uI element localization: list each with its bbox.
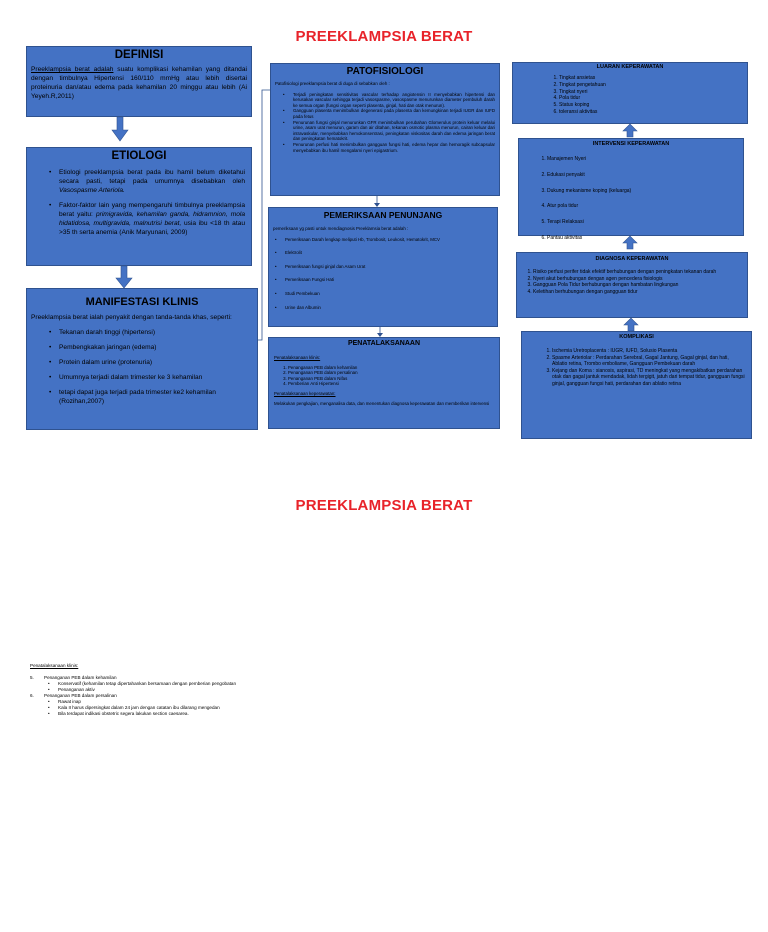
manifestasi-item: • Tekanan darah tinggi (hipertensi) [59, 328, 253, 337]
etiologi-item: • Faktor-faktor lain yang mempengaruhi timbulnya preeklampsia berat yaitu: primigravida, kehamilan ganda, hidramnion, mola hidatidosa, multigravida, malnutrisi berat, usia ibu <18 th atau >35 th serta anemia (Anik Maryunani, 2009) [59, 201, 245, 237]
definisi-box [26, 46, 252, 117]
diagnosa-item: 4. Keletihan berhubungan dengan gangguan tidur [533, 289, 743, 296]
penatalaksanaan-kep-text: Melakukan pengkajian, menganalisa data, dan menentukan diagnosa keperawatan dan memberikan intervensi [274, 400, 490, 406]
patofisiologi-item: • Gangguan plasenta menimbulkan degenerasi pada plasenta dan kemungkinan terjadi IUGR dan IUFD pada fetus [293, 108, 495, 119]
pemeriksaan-item: • Pemeriksaan fungsi ginjal dan Asam Urat [285, 264, 493, 270]
manifestasi-intro: Preeklampsia berat ialah penyakit dengan tanda-tanda khas, seperti: [31, 314, 232, 321]
penatalaksanaan-box [268, 337, 500, 429]
luaran-item: 6. toleransi aktivitas [559, 109, 743, 116]
pemeriksaan-item: • Pemeriksaan Fungsi Hati [285, 277, 493, 283]
diagnosa-heading: DIAGNOSA KEPERAWATAN [595, 256, 669, 262]
bottom-item-6-sub [58, 699, 252, 717]
bottom-sub-item: • Bila terdapat indikasi obstetric segera lakukan section caesarea. [58, 711, 252, 717]
bottom-item-5: 5. Penanganan PEB dalam kehamilan [30, 675, 117, 680]
luaran-item: 2. Tingkat pengetahuan [559, 82, 743, 89]
patofisiologi-item: • Penurunan perfusi hati menimbulkan gangguan fungsi hati, edema hepar dan hemoragik subcapsular menyebabkan ibu hamil mengalami nyeri epigastrium. [293, 142, 495, 153]
manifestasi-heading: MANIFESTASI KLINIS [85, 296, 199, 308]
luaran-heading: LUARAN KEPERAWATAN [596, 64, 664, 70]
penatalaksanaan-klinis-item: 3. Penanganan PEB dalam Nifas [288, 376, 494, 382]
pemeriksaan-list [285, 237, 493, 311]
luaran-item: 5. Status koping [559, 102, 743, 109]
manifestasi-item: • tetapi dapat juga terjadi pada trimester ke2 kehamilan (Rozihan,2007) [59, 388, 253, 406]
intervensi-item: 2. Edukasi penyakit [547, 172, 739, 179]
diagnosa-item: 2. Nyeri akut berhubungan dengan agen pencedera fisiologis [533, 276, 743, 283]
intervensi-item: 4. Atur pola tidur [547, 203, 739, 210]
komplikasi-heading: KOMPLIKASI [619, 334, 654, 340]
manifestasi-box [26, 288, 258, 430]
luaran-item: 3. Tingkat nyeri [559, 89, 743, 96]
penatalaksanaan-heading: PENATALAKSANAAN [347, 340, 421, 347]
definisi-heading: DEFINISI [114, 49, 164, 61]
pemeriksaan-box [268, 207, 498, 327]
komplikasi-item: 3. Kejang dan Koma : sianosis, aspirasi, TD meningkat yang mengakibatkan perdarahan otak dan gagal jantuk mendadak, lidah tergigit, jatuh dari tempat tidur, gangguan fungsi ginjal, gangguan fungsi hati, perdarahan dan ablatio retina [552, 368, 745, 388]
patofisiologi-item: • Terjadi peningkatan sensitivitas vascular terhadap angiotensin II menyebabkan hipertensi dan kerusakan vascular sehingga terjadi vasospasme, vasospasme menurunkan diameter pembuluh darah ke semua organ (fungsi organ seperti plasenta, ginjal, hati dan otak menurun). [293, 92, 495, 109]
komplikasi-list [538, 348, 745, 388]
penatalaksanaan-klinis-label: Penatalaksanaan klinis: [274, 355, 321, 360]
penatalaksanaan-klinis-item: 2. Penanganan PEB dalam persalinan [288, 370, 494, 376]
intervensi-box [518, 138, 744, 241]
manifestasi-item: • Pembengkakan jaringan (edema) [59, 343, 253, 352]
bottom-item-6: 6. Penanganan PEB dalam persalinan [30, 693, 117, 698]
luaran-list [551, 75, 743, 116]
etiologi-heading: ETIOLOGI [111, 150, 167, 162]
bottom-text-block [30, 663, 252, 717]
penatalaksanaan-klinis-item: 1. Penanganan PEB dalam kehamilan [288, 365, 494, 371]
pemeriksaan-item: • Pemeriksaan Darah lengkap meliputi Hb, Trombosit, Leukosit, Hematokrit, MCV [285, 237, 493, 243]
definisi-text [31, 65, 247, 101]
bottom-sub-item: • Kala II harus dipersingkat dalam 24 jam dengan catatan ibu dilarang mengedan [58, 705, 252, 711]
definisi-lead: Preeklampsia berat adalah [31, 66, 114, 73]
penatalaksanaan-klinis-list [288, 365, 494, 387]
pemeriksaan-item: • Studi Pembekuan [285, 291, 493, 297]
intervensi-item: 5. Terapi Relaksasi [547, 219, 739, 226]
komplikasi-item: 1. Ischemia Uretroplacenta : IUGR, IUFD, Solusio Plasenta [552, 348, 745, 355]
etiologi-item: • Etiologi preeklampsia berat pada ibu hamil belum diketahui secara pasti, tetapi pada umumnya disebabkan oleh Vasospasme Arteriola. [59, 168, 245, 195]
diagnosa-item: 1. Risiko perfusi perifer tidak efektif berhubungan dengan peningkatan tekanan darah [533, 269, 743, 276]
komplikasi-box [521, 331, 752, 439]
patofisiologi-item: • Penurunan fungsi ginjal menurunkan GFR menimbulkan perubahan Glomerulus protein keluar melalui urine, asam urat menurun, garam dan air ditahan, tekanan osmotic plasma menurun, cairan keluar dari intravaskular, menyebabkan hemokonsentrasi, peningkatan viskositas darah dan edema jaringan berat dan peningkatan hematokrit. [293, 120, 495, 142]
manifestasi-item: • Umumnya terjadi dalam trimester ke 3 kehamilan [59, 373, 253, 382]
bottom-sub-item: • Penanganan aktiv [58, 687, 252, 693]
second-page-title: PREEKLAMPSIA BERAT [295, 497, 473, 514]
intervensi-item: 1. Manajemen Nyeri [547, 156, 739, 163]
pemeriksaan-intro: pemeriksaan yg pasti untuk mendiagnosis Preeklamsia berat adalah : [273, 226, 409, 231]
penatalaksanaan-kep-label: Penatalaksanaan keperawatan: [274, 390, 336, 396]
definisi-body: suatu komplikasi kehamilan yang ditandai dengan timbulnya Hipertensi 160/110 mmHg atau lebih disertai proteinuria dan/atau edema pada kehamilan 20 minggu atau lebih (Ai Yeyeh.R,2011) [31, 66, 247, 100]
penatalaksanaan-klinis-item: 4. Pemberian Anti Hipertensi [288, 381, 494, 387]
diagnosa-box [516, 252, 748, 318]
etiologi-list [59, 168, 245, 237]
pemeriksaan-item: • Urine dan Albumin [285, 305, 493, 311]
intervensi-item: 3. Dukung mekanisme koping (keluarga) [547, 188, 739, 195]
pemeriksaan-item: • Elektrolit [285, 250, 493, 256]
patofisiologi-intro: Patofisiologi preeklampsia berat di duga di sebabkan oleh : [275, 81, 390, 86]
pemeriksaan-heading: PEMERIKSAAN PENUNJANG [323, 210, 443, 220]
patofisiologi-list [293, 92, 495, 154]
diagnosa-list [521, 269, 743, 295]
page-title: PREEKLAMPSIA BERAT [295, 28, 473, 45]
komplikasi-item: 2. Spasme Arteriolar : Perdarahan Serebral, Gagal Jantung, Gagal ginjal, dan hati, Ablatio retina, Trombo emboliame, Gangguan Pembekuan darah [552, 355, 745, 368]
intervensi-heading: INTERVENSI KEPERAWATAN [592, 141, 670, 147]
diagnosa-item: 3. Gangguan Pola Tidur berhubungan dengan hambatan lingkungan [533, 282, 743, 289]
patofisiologi-box [270, 63, 500, 196]
intervensi-item: 6. Pantau aktivitas [547, 235, 739, 242]
bottom-sub-item: • Rawat inap [58, 699, 252, 705]
bottom-sub-item: • Konservatif (kehamilan tetap dipertahankan bersamaan dengan pemberian pengobatan [58, 681, 252, 687]
manifestasi-list [59, 328, 253, 406]
luaran-item: 4. Pola tidur [559, 95, 743, 102]
luaran-box [512, 62, 748, 124]
etiologi-box [26, 147, 252, 266]
manifestasi-item: • Protein dalam urine (protenuria) [59, 358, 253, 367]
bottom-label: Penatalaksanaan klinis: [30, 663, 79, 668]
patofisiologi-heading: PATOFISIOLOGI [346, 66, 424, 77]
luaran-item: 1. Tingkat ansietas [559, 75, 743, 82]
intervensi-list [533, 156, 739, 242]
bottom-item-5-sub [58, 681, 252, 693]
